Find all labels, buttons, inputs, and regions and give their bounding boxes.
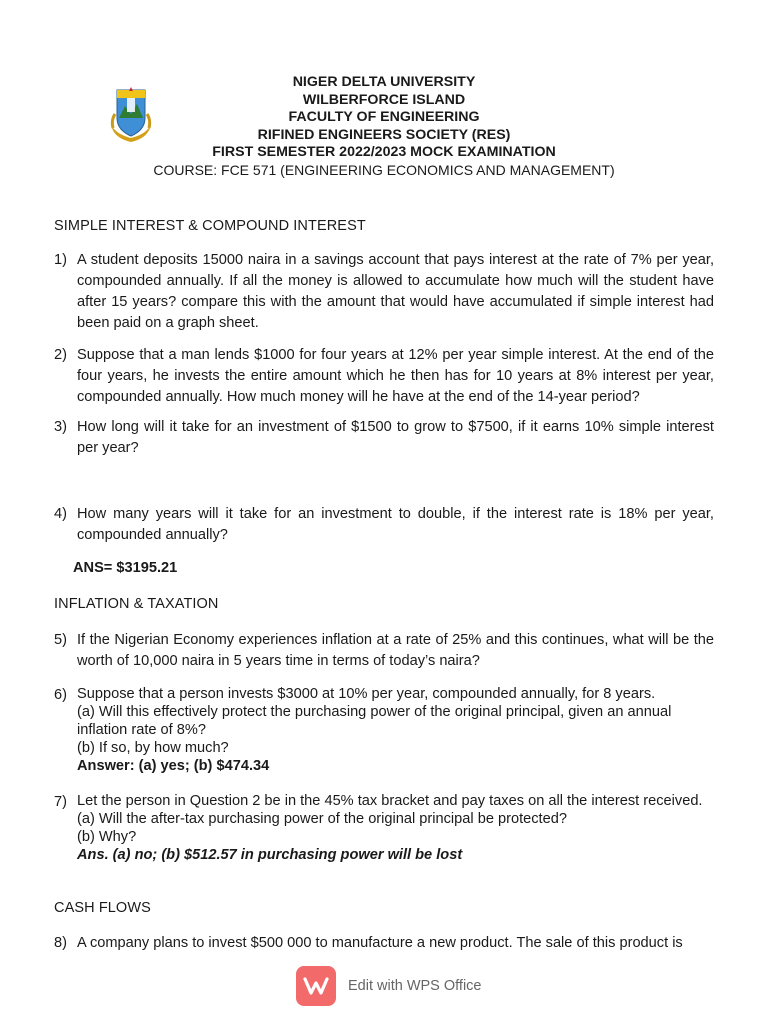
society-name: RIFINED ENGINEERS SOCIETY (RES) bbox=[257, 126, 511, 143]
question-part-a: (a) Will this effectively protect the purchasing power of the original principal, given an annual inflation rate of 8%? bbox=[77, 704, 672, 738]
answer-7: Ans. (a) no; (b) $512.57 in purchasing power will be lost bbox=[77, 847, 463, 863]
question-number: 1) bbox=[54, 252, 67, 268]
answer-6: Answer: (a) yes; (b) $474.34 bbox=[77, 758, 270, 774]
question-body bbox=[77, 792, 714, 864]
answer-4: ANS= $3195.21 bbox=[73, 560, 178, 576]
course-title: COURSE: FCE 571 (ENGINEERING ECONOMICS AND MANAGEMENT) bbox=[153, 161, 615, 178]
exam-title: FIRST SEMESTER 2022/2023 MOCK EXAMINATION bbox=[212, 144, 556, 161]
question-text: Suppose that a man lends $1000 for four years at 12% per year simple interest. At the end of the four years, he invests the entire amount which he then has for 10 years at 8% interest per year, compounded annually. How much money will he have at the end of the 14-year period? bbox=[77, 347, 714, 405]
question-2 bbox=[54, 345, 714, 408]
question-text: A student deposits 15000 naira in a savings account that pays interest at the rate of 7% per year, compounded annually. If all the money is allowed to accumulate how much will the student have after 15 years? compare this with the amount that would have accumulated if simple interest had been paid on a graph sheet. bbox=[77, 252, 714, 331]
wps-logo-icon bbox=[296, 966, 336, 1006]
question-6 bbox=[54, 685, 714, 775]
question-text: Let the person in Question 2 be in the 45% tax bracket and pay taxes on all the interest received. bbox=[77, 793, 703, 809]
section-heading-inflation: INFLATION & TAXATION bbox=[54, 596, 219, 612]
university-name: NIGER DELTA UNIVERSITY bbox=[292, 74, 476, 90]
question-1 bbox=[54, 250, 714, 334]
question-text: Suppose that a person invests $3000 at 10% per year, compounded annually, for 8 years. bbox=[77, 686, 656, 702]
question-part-a: (a) Will the after-tax purchasing power of the original principal be protected? bbox=[77, 811, 567, 827]
question-number: 8) bbox=[54, 935, 67, 951]
question-8 bbox=[54, 933, 714, 954]
question-text: How many years will it take for an investment to double, if the interest rate is 18% per year, compounded annually? bbox=[77, 506, 714, 543]
question-7 bbox=[54, 792, 714, 864]
question-text: If the Nigerian Economy experiences inflation at a rate of 25% and this continues, what will be the worth of 10,000 naira in 5 years time in terms of today’s naira? bbox=[77, 632, 714, 669]
question-body bbox=[77, 685, 714, 775]
question-part-b: (b) If so, by how much? bbox=[77, 740, 229, 756]
question-4 bbox=[54, 504, 714, 546]
question-number: 3) bbox=[54, 419, 67, 435]
question-5 bbox=[54, 630, 714, 672]
document-header bbox=[0, 74, 768, 180]
faculty-name: FACULTY OF ENGINEERING bbox=[288, 109, 480, 126]
question-number: 2) bbox=[54, 347, 67, 363]
edit-with-wps-button[interactable] bbox=[296, 966, 482, 1006]
question-3 bbox=[54, 417, 714, 459]
question-text: A company plans to invest $500 000 to manufacture a new product. The sale of this product is bbox=[77, 935, 683, 951]
section-heading-cashflows: CASH FLOWS bbox=[54, 900, 151, 916]
question-part-b: (b) Why? bbox=[77, 829, 137, 845]
question-number: 5) bbox=[54, 632, 67, 648]
section-heading-interest: SIMPLE INTEREST & COMPOUND INTEREST bbox=[54, 218, 366, 234]
campus-name: WILBERFORCE ISLAND bbox=[302, 91, 466, 108]
question-text: How long will it take for an investment of $1500 to grow to $7500, if it earns 10% simple interest per year? bbox=[77, 419, 714, 456]
question-number: 7) bbox=[54, 794, 67, 810]
question-number: 4) bbox=[54, 506, 67, 522]
question-number: 6) bbox=[54, 687, 67, 703]
wps-label: Edit with WPS Office bbox=[348, 978, 482, 994]
